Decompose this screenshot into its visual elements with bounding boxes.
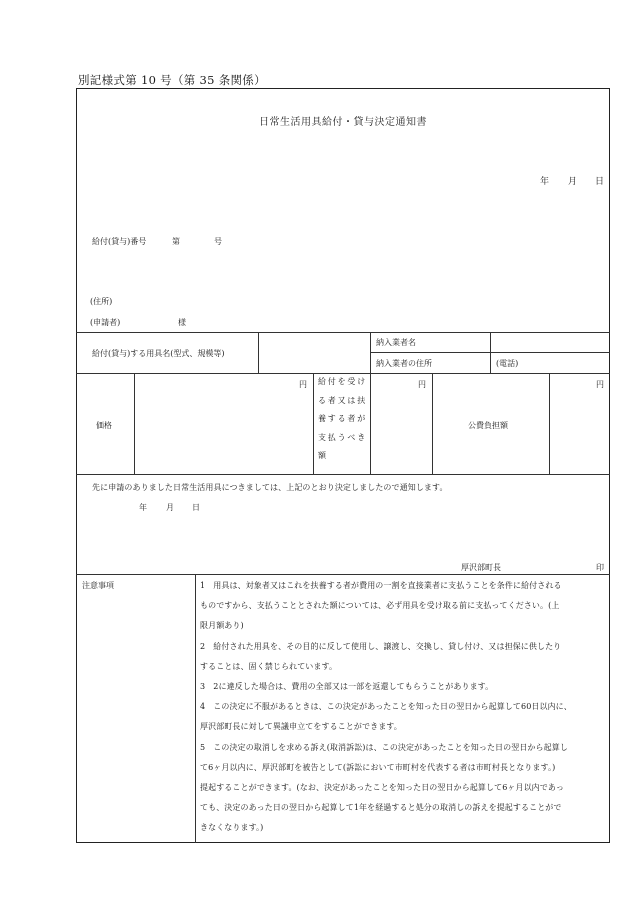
divider [313, 373, 314, 474]
date-day-label: 日 [595, 177, 605, 187]
grant-number-prefix: 第 [172, 237, 180, 246]
mayor-title: 厚沢部町長 [461, 563, 501, 572]
note-line: 限月額あり) [200, 621, 244, 631]
notice-month-label: 月 [166, 503, 174, 512]
address-label: (住所) [90, 297, 113, 306]
divider [134, 373, 135, 474]
burden-label [318, 373, 367, 466]
phone-label: (電話) [496, 359, 519, 368]
burden-yen-unit: 円 [418, 380, 426, 389]
note-line: 1 用具は、対象者又はこれを扶養する者が費用の一割を直接業者に支払うことを条件に給付される [200, 581, 562, 590]
note-line: 4 この決定に不服があるときは、この決定があったことを知った日の翌日から起算して60日以内に、 [200, 702, 572, 712]
applicant-honorific: 様 [178, 318, 186, 327]
item-name-label: 給付(貸与)する用具名(型式、規模等) [92, 349, 225, 358]
note-line: て6ヶ月以内に、厚沢部町を被告として(訴訟において市町村を代表する者は市町村長となります。) [200, 762, 556, 772]
public-burden-label: 公費負担額 [468, 421, 508, 430]
grant-number-label: 給付(貸与)番号 [92, 237, 147, 246]
public-burden-yen-unit: 円 [596, 380, 604, 389]
supplier-name-label: 納入業者名 [376, 338, 416, 347]
note-line: 3 2に違反した場合は、費用の全部又は一部を返還してもらうことがあります。 [200, 682, 494, 692]
divider [549, 373, 550, 474]
divider [76, 332, 610, 333]
notice-year-label: 年 [139, 503, 147, 512]
price-yen-unit: 円 [299, 380, 307, 389]
notice-text: 先に申請のありました日常生活用具につきましては、上記のとおり決定しましたので通知します。 [92, 483, 448, 492]
note-line: することは、固く禁じられています。 [200, 661, 338, 671]
grant-number-suffix: 号 [214, 237, 222, 246]
note-line: 提起することができます。(なお、決定があったことを知った日の翌日から起算して6ヶ月以内であっ [200, 783, 565, 793]
divider [76, 474, 610, 475]
applicant-label: (申請者) [90, 318, 121, 327]
date-month-label: 月 [568, 177, 578, 187]
seal-mark: 印 [596, 563, 604, 572]
supplier-address-label: 納入業者の住所 [376, 359, 432, 368]
document-title: 日常生活用具給付・貸与決定通知書 [259, 117, 427, 128]
divider [490, 332, 491, 373]
notes-body [200, 576, 608, 839]
notes-label: 注意事項 [82, 581, 114, 590]
note-line: 厚沢部町長に対して異議申立てをすることができます。 [200, 722, 402, 732]
divider [258, 332, 259, 373]
divider [370, 332, 371, 474]
note-line: ても、決定のあった日の翌日から起算して1年を経過すると処分の取消しの訴えを提起することがで [200, 803, 562, 813]
divider [76, 574, 610, 575]
notice-day-label: 日 [192, 503, 200, 512]
burden-label-line: 支払うべき [318, 432, 367, 442]
note-line: ものですから、支払うこととされた額については、必ず用具を受け取る前に支払ってください。(上 [200, 601, 560, 611]
note-line: きなくなります。) [200, 823, 264, 833]
note-line: 5 この決定の取消しを求める訴え(取消訴訟)は、この決定があったことを知った日の翌日から起算し [200, 742, 568, 752]
divider [195, 574, 196, 843]
burden-label-line: る者又は扶 [318, 395, 367, 405]
form-number: 別記様式第 10 号（第 35 条関係） [78, 73, 266, 87]
divider [432, 373, 433, 474]
burden-label-line: 額 [318, 451, 328, 461]
note-line: 2 給付された用具を、その目的に反して使用し、譲渡し、交換し、貸し付け、又は担保に供したり [200, 641, 562, 651]
burden-label-line: 養する者が [318, 414, 367, 424]
burden-label-line: 給付を受け [318, 377, 367, 386]
price-label: 価格 [96, 421, 112, 430]
date-year-label: 年 [540, 177, 550, 187]
